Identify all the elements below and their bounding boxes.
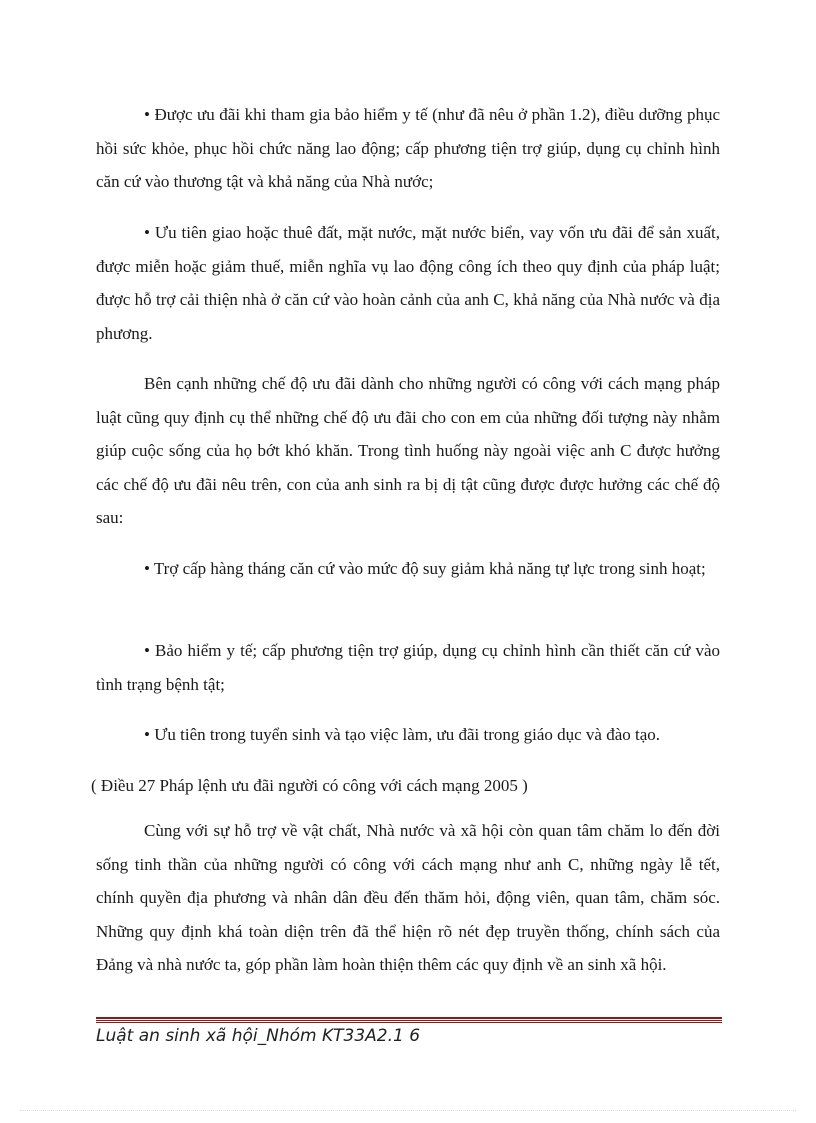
bullet-paragraph-health-insurance: • Được ưu đãi khi tham gia bảo hiểm y tế (như đã nêu ở phần 1.2), điều dưỡng phục hồi sức khỏe, phục hồi chức năng lao động; cấp phương tiện trợ giúp, dụng cụ chỉnh hình căn cứ vào thương tật và khả năng của Nhà nước;: [96, 105, 720, 191]
bullet-paragraph-monthly-allowance: • Trợ cấp hàng tháng căn cứ vào mức độ suy giảm khả năng tự lực trong sinh hoạt;: [144, 559, 706, 578]
page-bottom-edge: [20, 1110, 796, 1111]
paragraph-spiritual-support: Cùng với sự hỗ trợ về vật chất, Nhà nước và xã hội còn quan tâm chăm lo đến đời sống tinh thần của những người có công với cách mạng như anh C, những ngày lễ tết, chính quyền địa phương và nhân dân đều đến thăm hỏi, động viên, quan tâm, chăm sóc. Những quy định khá toàn diện trên đã thể hiện rõ nét đẹp truyền thống, chính sách của Đảng và nhà nước ta, góp phần làm hoàn thiện thêm các quy định về an sinh xã hội.: [96, 821, 720, 974]
footer-divider-thin: [96, 1022, 722, 1023]
paragraph-children-benefits: Bên cạnh những chế độ ưu đãi dành cho những người có công với cách mạng pháp luật cũng quy định cụ thể những chế độ ưu đãi cho con em của những đối tượng này nhằm giúp cuộc sống của họ bớt khó khăn. Trong tình huống này ngoài việc anh C được hưởng các chế độ ưu đãi nêu trên, con của anh sinh ra bị dị tật cũng được được hưởng các chế độ sau:: [96, 374, 720, 527]
footer-page-label: Luật an sinh xã hội_Nhóm KT33A2.1 6: [96, 1026, 421, 1046]
bullet-paragraph-education-priority: • Ưu tiên trong tuyển sinh và tạo việc làm, ưu đãi trong giáo dục và đào tạo.: [144, 725, 661, 744]
bullet-paragraph-medical-equipment: • Bảo hiểm y tế; cấp phương tiện trợ giúp, dụng cụ chỉnh hình cần thiết căn cứ vào tình trạng bệnh tật;: [96, 641, 720, 694]
footer-divider: [96, 1017, 722, 1021]
bullet-paragraph-land-priority: • Ưu tiên giao hoặc thuê đất, mặt nước, mặt nước biển, vay vốn ưu đãi để sản xuất, được miễn hoặc giảm thuế, miễn nghĩa vụ lao động công ích theo quy định của pháp luật; được hỗ trợ cải thiện nhà ở căn cứ vào hoàn cảnh của anh C, khả năng của Nhà nước và địa phương.: [96, 223, 720, 343]
legal-citation: ( Điều 27 Pháp lệnh ưu đãi người có công với cách mạng 2005 ): [91, 776, 528, 795]
